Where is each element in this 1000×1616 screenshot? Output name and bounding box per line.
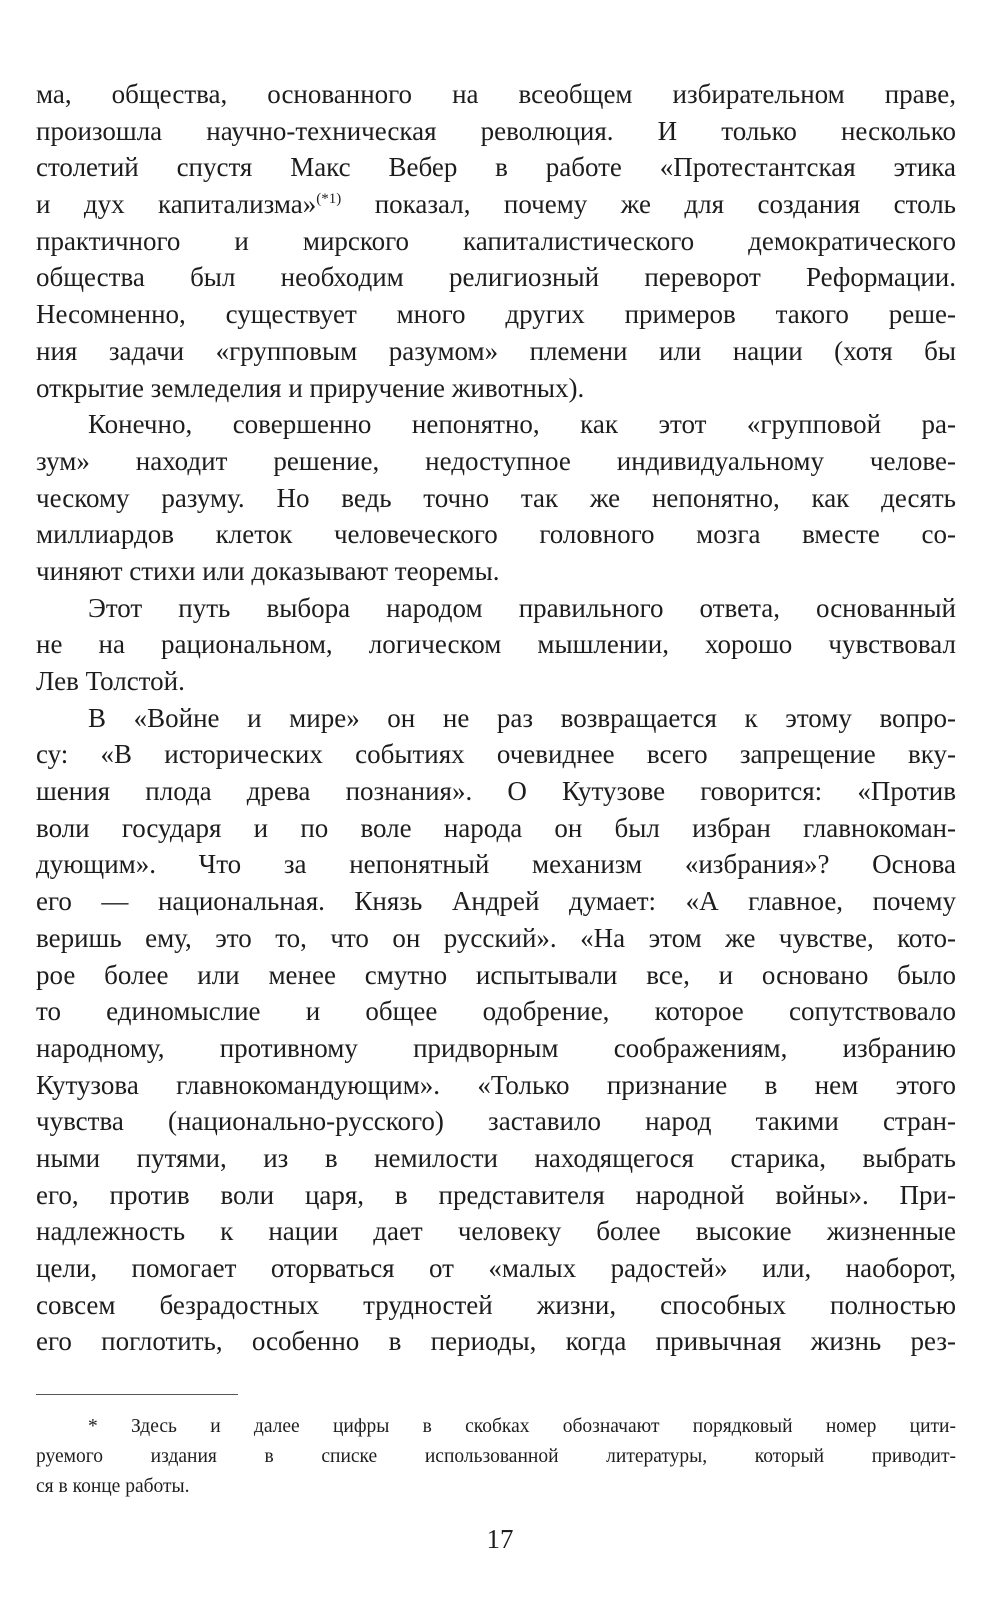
text-line: зум» находит решение, недоступное индивидуальному челове- bbox=[36, 445, 956, 476]
text-line: дующим». Что за непонятный механизм «избрания»? Основа bbox=[36, 849, 956, 880]
text-line: веришь ему, это то, что он русский». «На этом же чувстве, кото- bbox=[36, 922, 956, 953]
text-line: его поглотить, особенно в периоды, когда привычная жизнь рез- bbox=[36, 1326, 956, 1357]
text-line: народному, противному придворным соображениям, избранию bbox=[36, 1032, 956, 1063]
text-line: надлежность к нации дает человеку более высокие жизненные bbox=[36, 1216, 956, 1247]
text-line: ческому разуму. Но ведь точно так же непонятно, как десять bbox=[36, 482, 956, 513]
text-fragment: и дух капитализма» bbox=[36, 189, 317, 220]
text-line: произошла научно-техническая революция. И только несколько bbox=[36, 115, 956, 146]
text-line: то единомыслие и общее одобрение, которое сопутствовало bbox=[36, 996, 956, 1027]
text-line: цели, помогает оторваться от «малых радостей» или, наоборот, bbox=[36, 1253, 956, 1283]
text-line: чувства (национально-русского) заставило народ такими стран- bbox=[36, 1106, 956, 1137]
text-line-with-footnote-ref bbox=[36, 186, 956, 223]
footnote bbox=[36, 1412, 956, 1502]
text-line: су: «В исторических событиях очевиднее всего запрещение вку- bbox=[36, 739, 956, 770]
text-line: совсем безрадостных трудностей жизни, способных полностью bbox=[36, 1289, 956, 1320]
text-line: В «Войне и мире» он не раз возвращается к этому вопро- bbox=[88, 702, 956, 733]
text-line: Этот путь выбора народом правильного ответа, основанный bbox=[88, 592, 956, 623]
text-line: Конечно, совершенно непонятно, как этот «групповой ра- bbox=[88, 409, 956, 440]
text-line: ния задачи «групповым разумом» племени или нации (хотя бы bbox=[36, 335, 956, 366]
text-line: открытие земледелия и приручение животных). bbox=[36, 372, 585, 403]
footnote-reference[interactable]: (*1) bbox=[316, 191, 342, 208]
text-line: Кутузова главнокомандующим». «Только признание в нем этого bbox=[36, 1069, 956, 1100]
text-line: шения плода древа познания». О Кутузове говорится: «Против bbox=[36, 776, 956, 807]
text-line: чиняют стихи или доказывают теоремы. bbox=[36, 555, 500, 586]
text-line: практичного и мирского капиталистического демократического bbox=[36, 225, 956, 256]
text-line: рое более или менее смутно испытывали все, и основано было bbox=[36, 959, 956, 990]
text-line: общества был необходим религиозный переворот Реформации. bbox=[36, 262, 956, 293]
text-fragment: показал, почему же для создания столь bbox=[341, 189, 956, 220]
text-line: его, против воли царя, в представителя народной войны». При- bbox=[36, 1179, 956, 1210]
main-text bbox=[36, 76, 956, 1360]
footnote-line: ся в конце работы. bbox=[36, 1476, 190, 1497]
text-line: Лев Толстой. bbox=[36, 666, 185, 696]
footnote-line: * Здесь и далее цифры в скобках обозначают порядковый номер цити- bbox=[88, 1416, 956, 1437]
page-number: 17 bbox=[486, 1524, 514, 1554]
footnote-line: руемого издания в списке использованной литературы, который приводит- bbox=[36, 1446, 956, 1467]
footnote-divider bbox=[36, 1394, 238, 1395]
text-line: не на рациональном, логическом мышлении, хорошо чувствовал bbox=[36, 629, 956, 660]
text-line: его — национальная. Князь Андрей думает: «А главное, почему bbox=[36, 886, 956, 917]
text-line: столетий спустя Макс Вебер в работе «Протестантская этика bbox=[36, 152, 956, 183]
text-line: ма, общества, основанного на всеобщем избирательном праве, bbox=[36, 79, 956, 109]
text-line: Несомненно, существует много других примеров такого реше- bbox=[36, 299, 956, 330]
text-line: ными путями, из в немилости находящегося старика, выбрать bbox=[36, 1142, 956, 1173]
text-line: воли государя и по воле народа он был избран главнокоман- bbox=[36, 812, 956, 843]
text-line: миллиардов клеток человеческого головного мозга вместе со- bbox=[36, 519, 956, 550]
